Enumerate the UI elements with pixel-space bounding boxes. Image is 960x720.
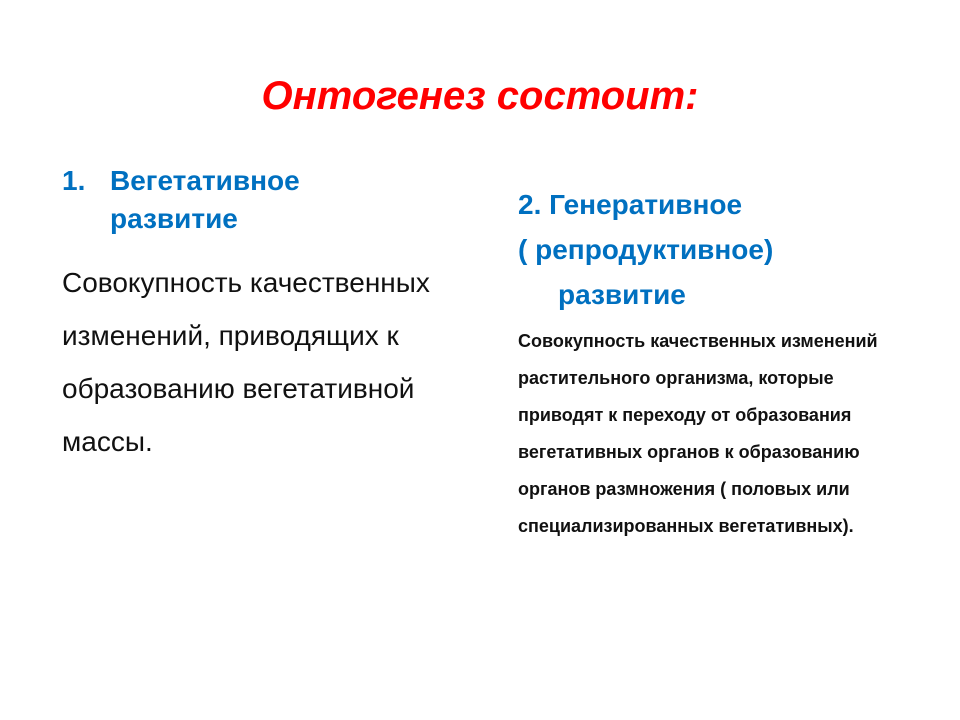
left-column bbox=[62, 162, 482, 468]
right-heading bbox=[518, 182, 918, 317]
right-heading-line-1: 2. Генеративное bbox=[518, 189, 743, 220]
left-heading bbox=[62, 162, 482, 238]
list-number: 1. bbox=[62, 165, 86, 196]
right-heading-line-3: развитие bbox=[558, 279, 686, 310]
right-column bbox=[518, 182, 918, 545]
left-heading-text: Вегетативное развитие bbox=[110, 165, 300, 234]
right-body-text: Совокупность качественных изменений растительного организма, которые приводят к переходу от образования вегетативных органов к образованию органов размножения ( половых или специализированных вегетативных). bbox=[518, 331, 878, 536]
slide-title: Онтогенез состоит: bbox=[261, 74, 699, 118]
left-body-text: Совокупность качественных изменений, приводящих к образованию вегетативной массы. bbox=[62, 267, 430, 457]
right-heading-line-2: ( репродуктивное) bbox=[518, 234, 774, 265]
